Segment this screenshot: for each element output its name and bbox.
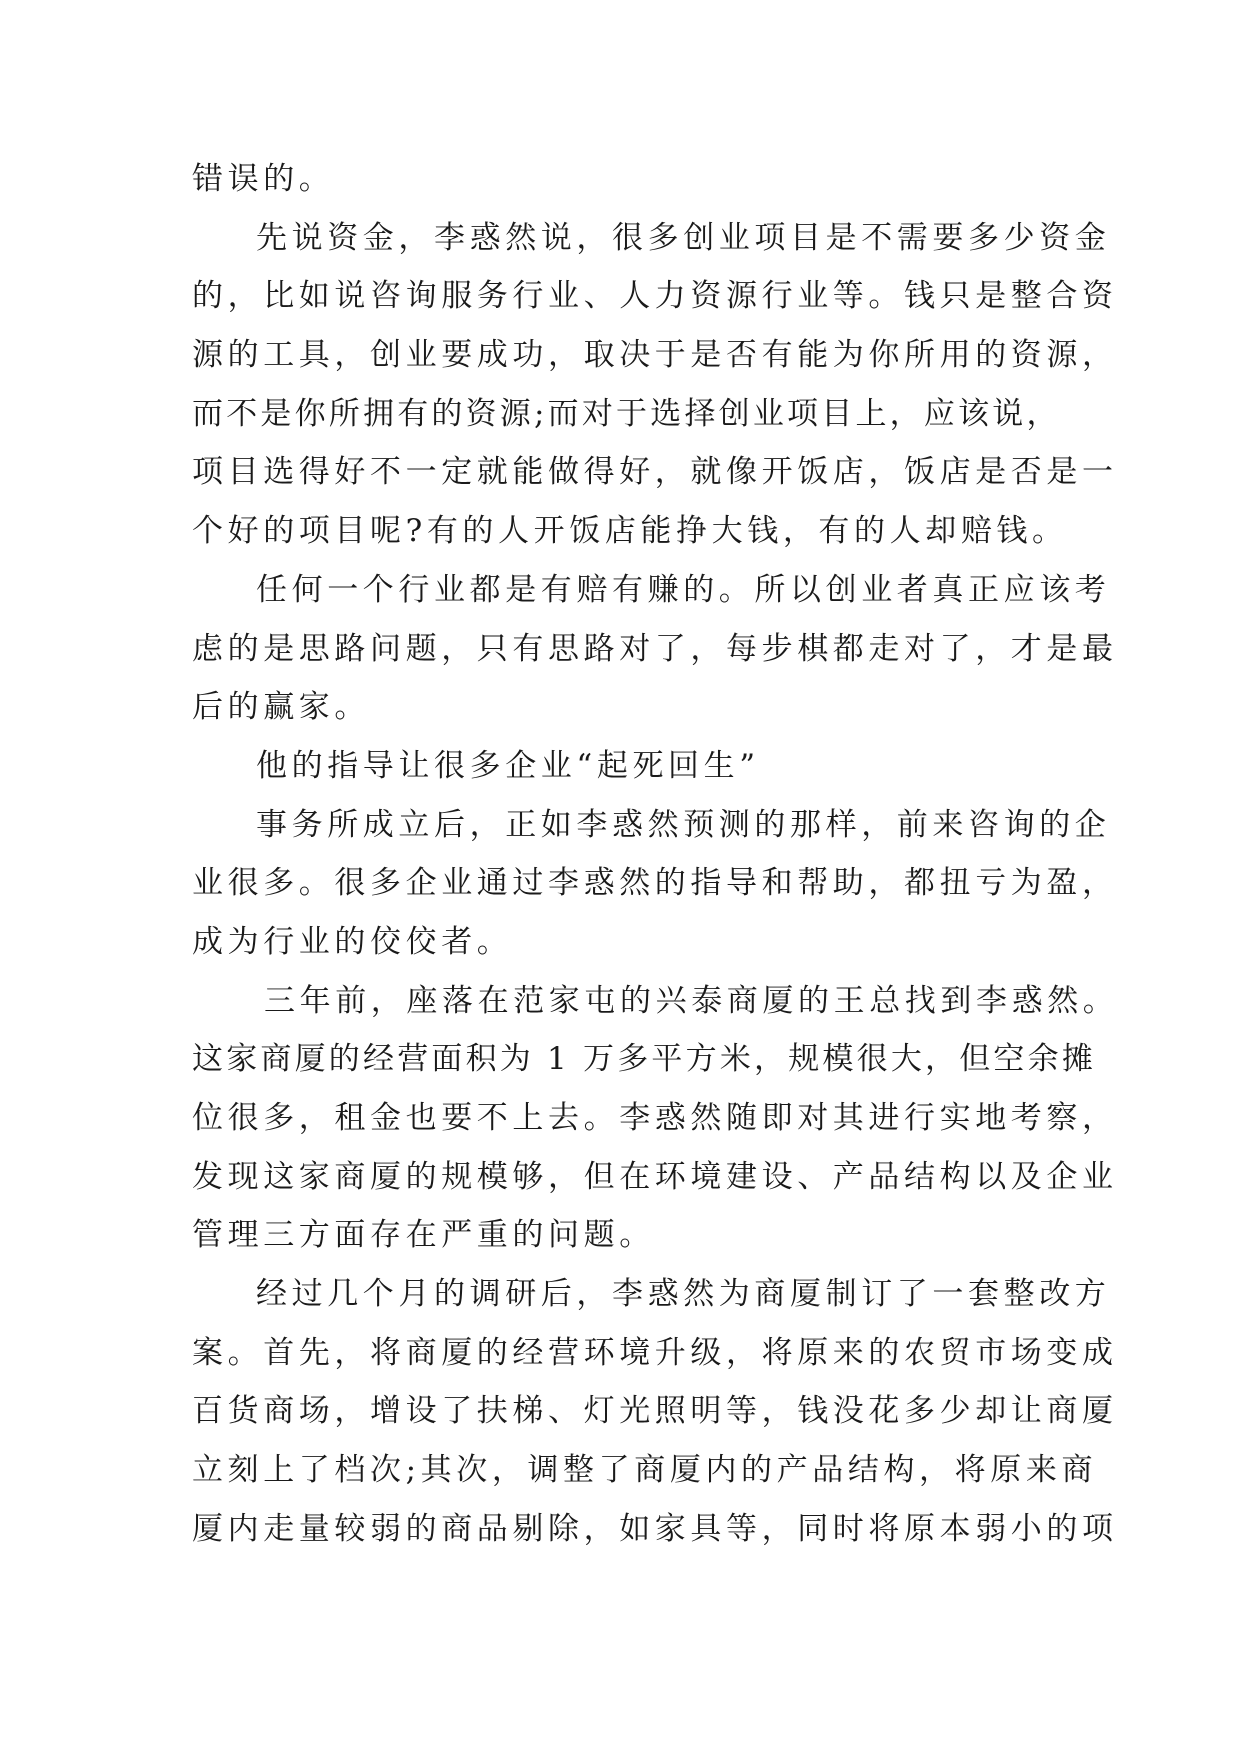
text-line: 任何一个行业都是有赔有赚的。所以创业者真正应该考 <box>256 571 1111 608</box>
text-line: 的，比如说咨询服务行业、人力资源行业等。钱只是整合资 <box>192 278 1118 315</box>
text-line: 而不是你所拥有的资源;而对于选择创业项目上，应该说， <box>192 395 1061 432</box>
text-line: 立刻上了档次;其次，调整了商厦内的产品结构，将原来商 <box>192 1452 1098 1489</box>
document-body <box>192 150 1119 1559</box>
text-line: 这家商厦的经营面积为 1 万多平方米，规模很大，但空余摊 <box>192 1041 1097 1078</box>
text-line: 成为行业的佼佼者。 <box>192 923 513 960</box>
text-line: 业很多。很多企业通过李惑然的指导和帮助，都扭亏为盈， <box>192 865 1118 902</box>
text-line: 百货商场，增设了扶梯、灯光照明等，钱没花多少却让商厦 <box>192 1393 1118 1430</box>
text-line: 个好的项目呢?有的人开饭店能挣大钱，有的人却赔钱。 <box>192 513 1068 550</box>
text-line: 经过几个月的调研后，李惑然为商厦制订了一套整改方 <box>256 1276 1111 1313</box>
text-line: 后的赢家。 <box>192 689 370 726</box>
text-line: 项目选得好不一定就能做得好，就像开饭店，饭店是否是一 <box>192 454 1118 491</box>
text-line: 发现这家商厦的规模够，但在环境建设、产品结构以及企业 <box>192 1158 1118 1195</box>
text-line: 案。首先，将商厦的经营环境升级，将原来的农贸市场变成 <box>192 1334 1118 1371</box>
text-line: 虑的是思路问题，只有思路对了，每步棋都走对了，才是最 <box>192 630 1118 667</box>
text-line: 三年前，座落在范家屯的兴泰商厦的王总找到李惑然。 <box>264 982 1119 1019</box>
text-line: 错误的。 <box>192 161 335 197</box>
text-line: 先说资金，李惑然说，很多创业项目是不需要多少资金 <box>256 219 1111 256</box>
text-line: 源的工具，创业要成功，取决于是否有能为你所用的资源， <box>192 337 1118 374</box>
text-line: 位很多，租金也要不上去。李惑然随即对其进行实地考察， <box>192 1100 1118 1136</box>
text-line: 管理三方面存在严重的问题。 <box>192 1217 655 1254</box>
text-line: 事务所成立后，正如李惑然预测的那样，前来咨询的企 <box>256 806 1111 843</box>
text-line: 厦内走量较弱的商品剔除，如家具等，同时将原本弱小的项 <box>192 1510 1118 1547</box>
section-heading: 他的指导让很多企业“起死回生” <box>256 747 760 784</box>
